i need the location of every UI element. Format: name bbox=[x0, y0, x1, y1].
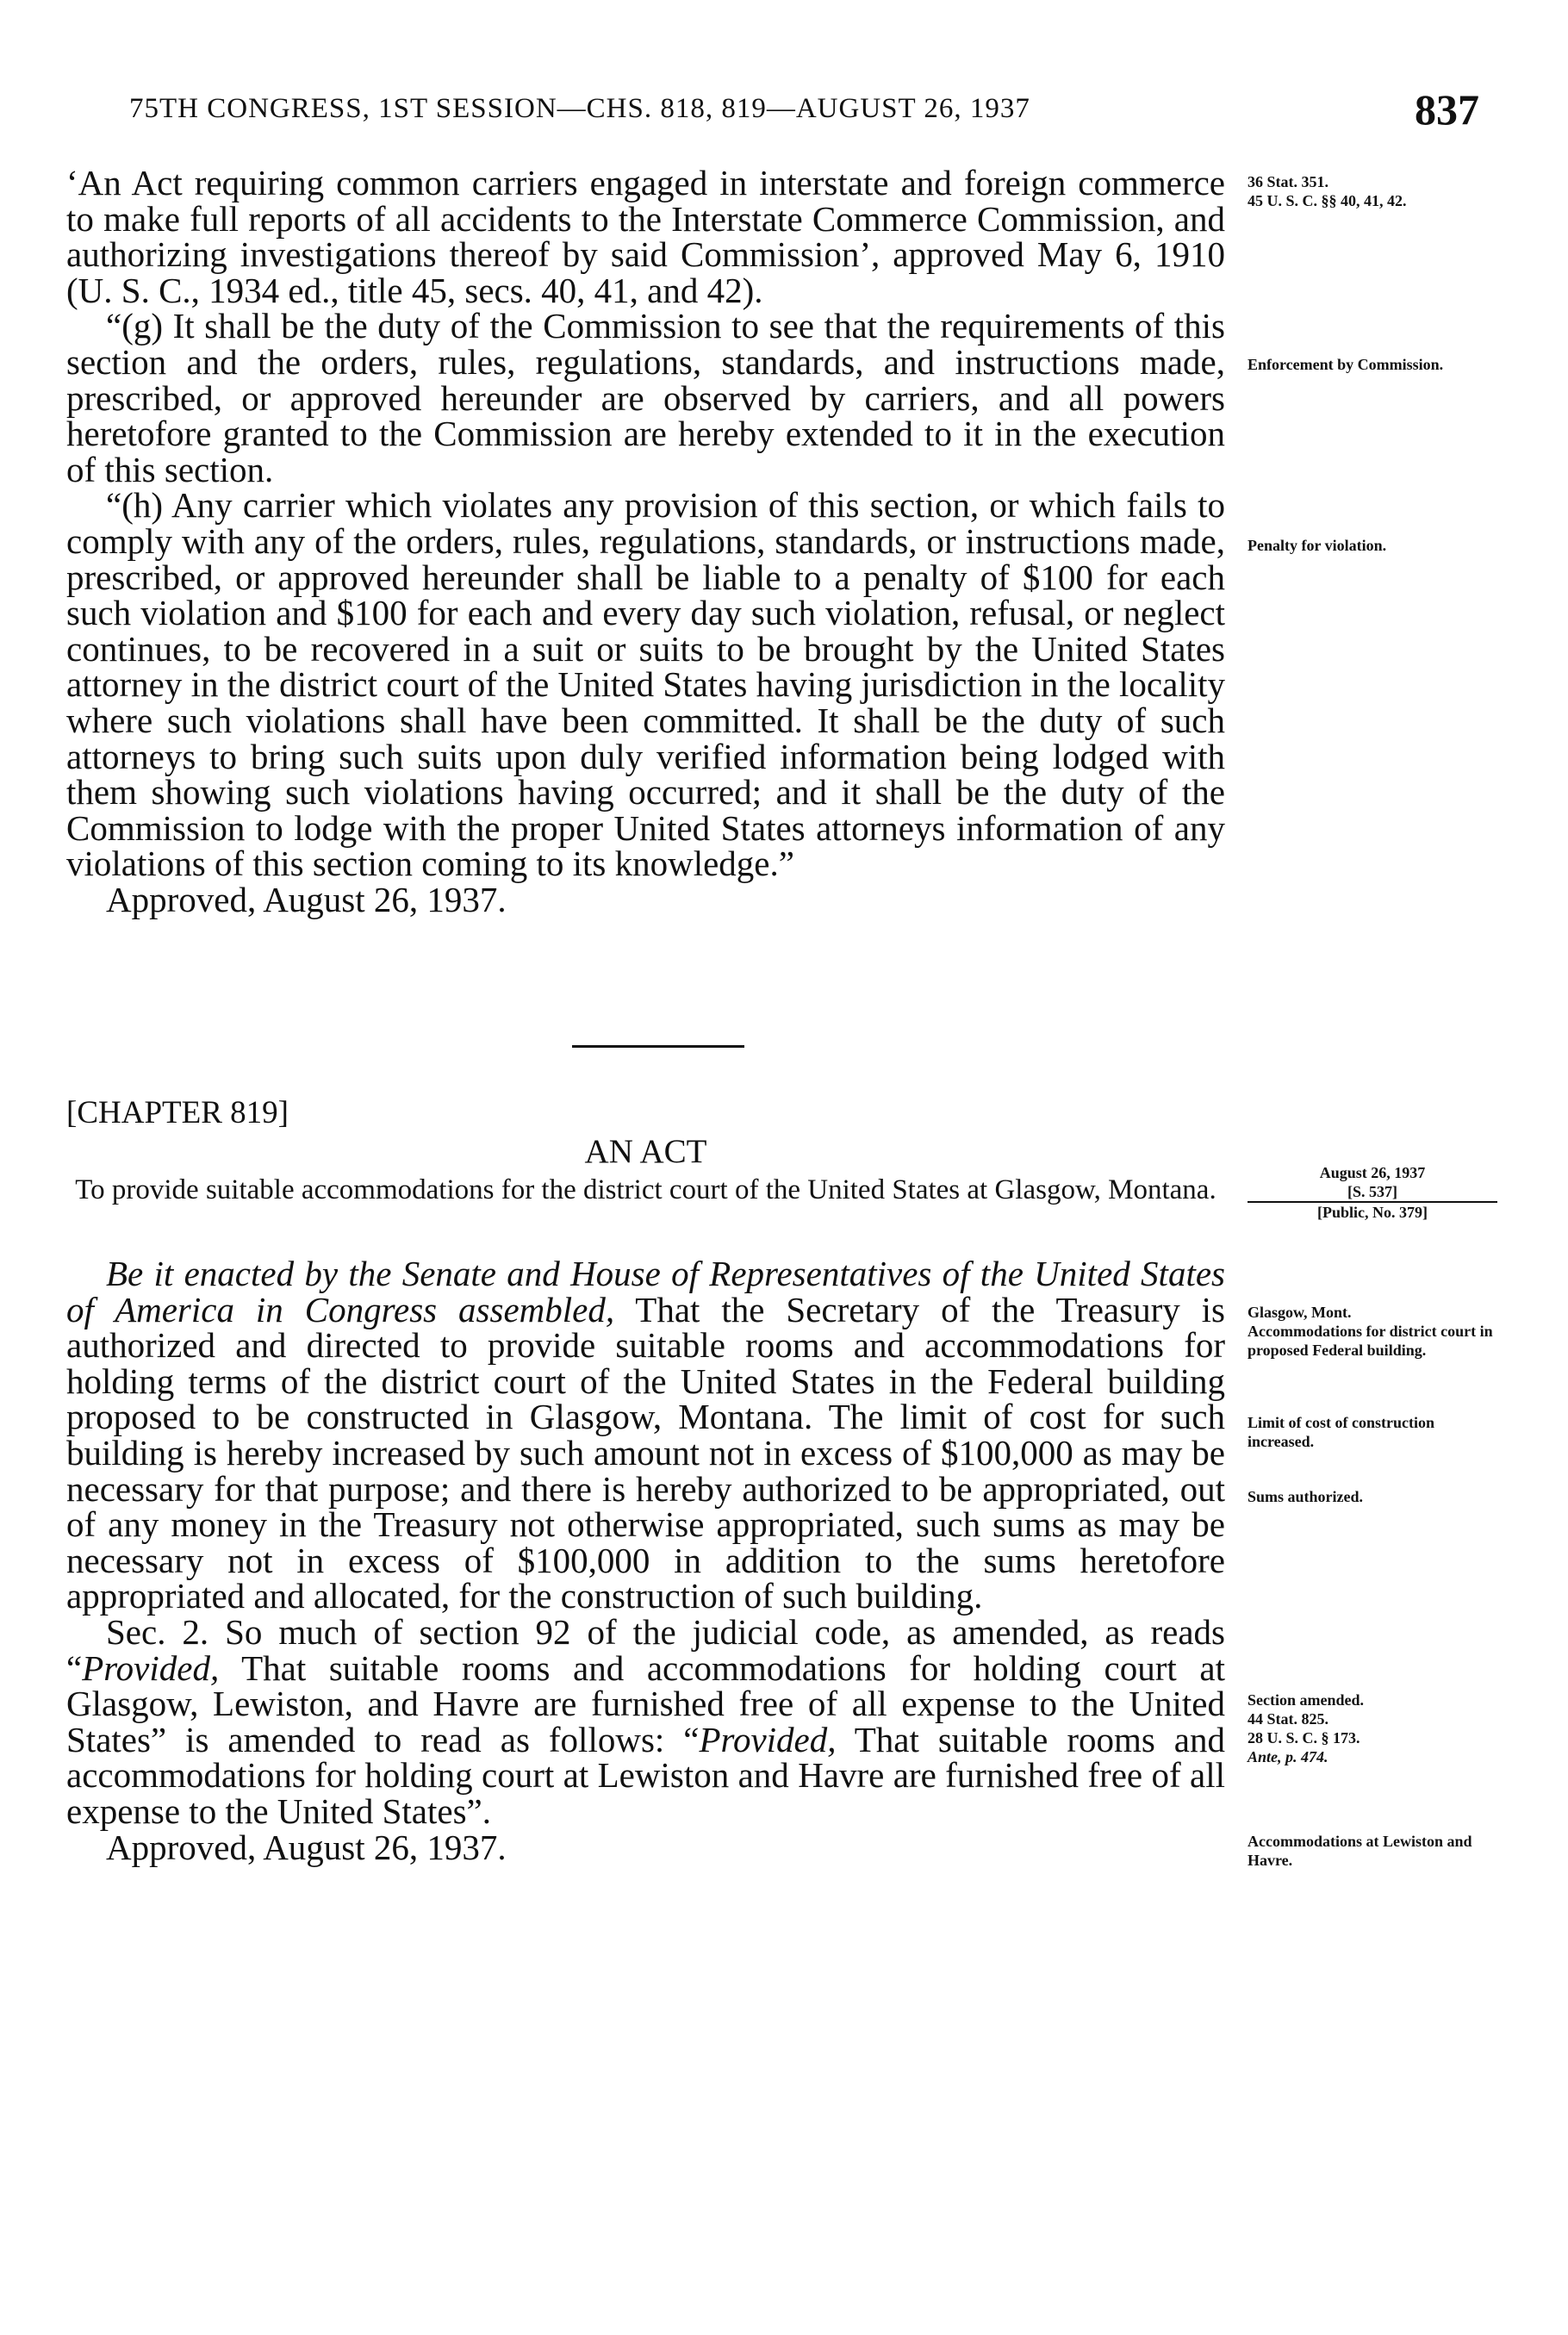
margin-note-sums: Sums authorized. bbox=[1248, 1488, 1364, 1505]
section-1: Be it enacted by the Senate and House of Representatives of the United States of America in Congress assembled, That the Secretary of the Treasury is authorized and directed to provide suitable rooms and accommodations for holding terms of the district court of the United States in the Federal building proposed to be constructed in Glasgow, Montana. The limit of cost for such building is hereby increased by such amount not in excess of $100,000 as may be necessary for that purpose; and there is hereby authorized to be appropriated, out of any money in the Treasury not otherwise appropriated, such sums as may be necessary not in excess of $100,000 in addition to the sums heretofore appropriated and allocated, for the construction of such building. bbox=[66, 1254, 1225, 1616]
chapter-818-body bbox=[66, 165, 1225, 918]
margin-note-date bbox=[1248, 1163, 1497, 1222]
subsection-h: “(h) Any carrier which violates any provision of this section, or which fails to comply with any of the orders, rules, regulations, standards, or instructions made, prescribed, or approved hereunder shall be liable to a penalty of $100 for each such violation and $100 for each and every day such violation, refusal, or neglect continues, to be recovered in a suit or suits to be brought by the United States attorney in the district court of the United States having jurisdiction in the locality where such violations shall have been committed. It shall be the duty of such attorneys to bring such suits upon duly verified information being lodged with them showing such violations having occurred; and it shall be the duty of the Commission to lodge with the proper United States attorneys information of any violations of this section coming to its knowledge.” bbox=[66, 485, 1225, 884]
act-title: To provide suitable accommodations for the district court of the United States at Glasgow, Montana. bbox=[75, 1174, 1216, 1205]
margin-note-lewiston: Accommodations at Lewiston and Havre. bbox=[1248, 1833, 1472, 1869]
an-act-heading: AN ACT bbox=[584, 1133, 707, 1170]
chapter-divider bbox=[572, 1045, 744, 1048]
margin-note-section-amended: Section amended. 44 Stat. 825. 28 U. S. C. § 173. Ante, p. 474. bbox=[1248, 1691, 1364, 1765]
section-2-label: Sec. 2. bbox=[106, 1611, 209, 1652]
subsection-g: “(g) It shall be the duty of the Commission to see that the requirements of this section and the orders, rules, regulations, standards, and instructions made, prescribed, or approved hereunder are observed by carriers, and all powers heretofore granted to the Commission are hereby extended to it in the execution of this section. bbox=[66, 306, 1225, 489]
cited-act-paragraph: ‘An Act requiring common carriers engaged in interstate and foreign commerce to make full reports of all accidents to the Interstate Commerce Commission, and authorizing investigations thereof by said Commission’, approved May 6, 1910 (U. S. C., 1934 ed., title 45, secs. 40, 41, and 42). bbox=[66, 163, 1225, 310]
running-head: 75TH CONGRESS, 1ST SESSION—CHS. 818, 819—AUGUST 26, 1937 bbox=[129, 93, 1030, 124]
date-note: August 26, 1937 bbox=[1319, 1164, 1426, 1181]
section-2: Sec. 2. So much of section 92 of the judicial code, as amended, as reads “Provided, That suitable rooms and accommodations for holding court at Glasgow, Lewiston, and Havre are furnished free of all expense to the United States” is amended to read as follows: “Provided, That suitable rooms and accommodations for holding court at Lewiston and Havre are furnished free of all expense to the United States”. bbox=[66, 1611, 1226, 1831]
margin-note-limit: Limit of cost of construction increased. bbox=[1248, 1414, 1434, 1450]
page-number: 837 bbox=[1415, 85, 1479, 134]
margin-note-penalty: Penalty for violation. bbox=[1248, 537, 1387, 554]
approval-date: Approved, August 26, 1937. bbox=[106, 879, 507, 919]
margin-note-stat: 36 Stat. 351. 45 U. S. C. §§ 40, 41, 42. bbox=[1248, 173, 1407, 209]
chapter-819-body bbox=[66, 1256, 1225, 1865]
public-law-note: [Public, No. 379] bbox=[1317, 1204, 1428, 1221]
chapter-heading: [CHAPTER 819] bbox=[66, 1095, 289, 1130]
bill-note: [S. 537] bbox=[1248, 1182, 1497, 1203]
margin-note-glasgow: Glasgow, Mont. Accommodations for district court in proposed Federal building. bbox=[1248, 1304, 1493, 1359]
margin-note-enforcement: Enforcement by Commission. bbox=[1248, 356, 1444, 373]
enacting-clause: Be it enacted by the Senate and House of Representatives of the United States of America in Congress assembled, bbox=[66, 1254, 1225, 1329]
approval-date: Approved, August 26, 1937. bbox=[106, 1827, 507, 1867]
